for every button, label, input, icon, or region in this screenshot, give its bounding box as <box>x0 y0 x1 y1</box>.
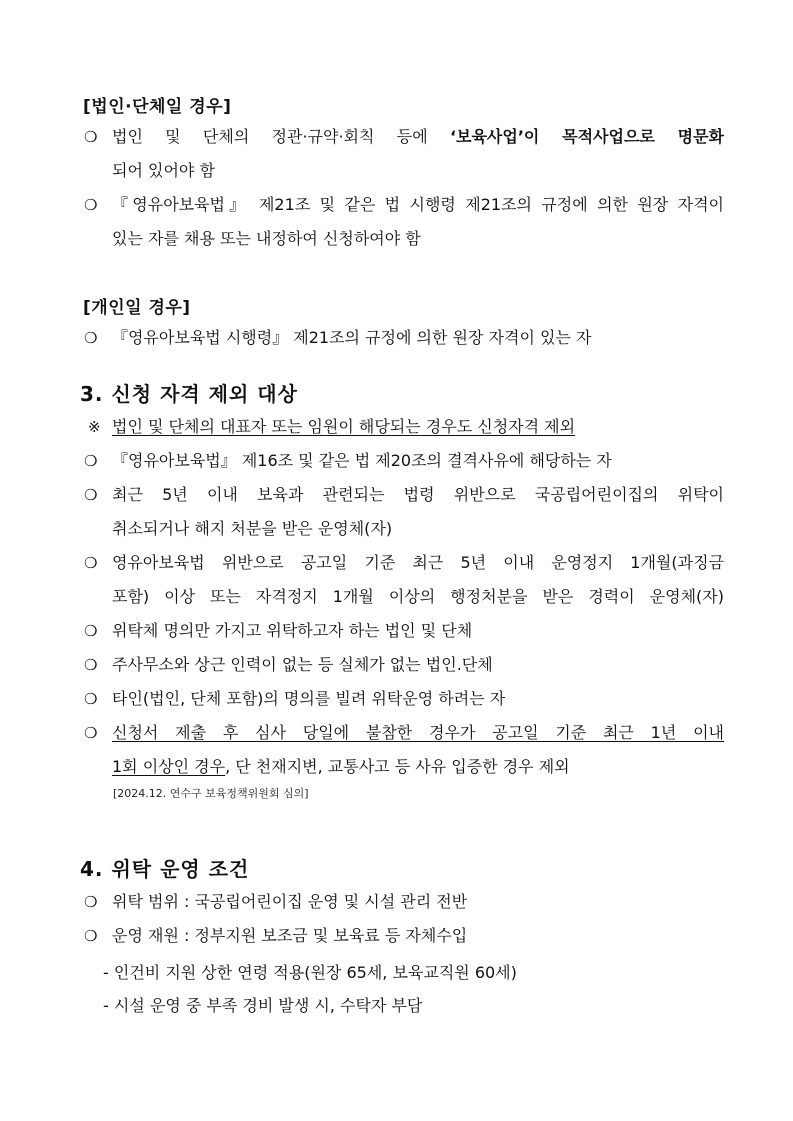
section-3-item-6-text: 타인(법인, 단체 포함)의 명의를 빌려 위탁운영 하려는 자 <box>112 689 506 708</box>
corp-item-1-bold-text: ‘보육사업’이 목적사업으로 명문화 <box>449 127 724 146</box>
circle-bullet-icon: ❍ <box>84 128 98 146</box>
circle-bullet-icon: ❍ <box>84 690 98 708</box>
corp-item-1-text: 법인 및 단체의 정관·규약·회칙 등에 <box>112 127 450 146</box>
section-3-item-1-text: 『영유아보육법』 제16조 및 같은 법 제20조의 결격사유에 해당하는 자 <box>112 451 612 470</box>
circle-bullet-icon: ❍ <box>84 554 98 572</box>
section-3-item-7-line-2 <box>84 750 724 784</box>
reference-mark-icon: ※ <box>88 418 101 436</box>
circle-bullet-icon: ❍ <box>84 927 98 945</box>
section-4-sub-item-1: - 인건비 지원 상한 연령 적용(원장 65세, 보육교직원 60세) <box>103 963 517 982</box>
circle-bullet-icon: ❍ <box>84 486 98 504</box>
corp-item-2 <box>84 188 724 256</box>
corp-item-1-line-2: 되어 있어야 함 <box>112 161 215 180</box>
section-3-item-5-text: 주사무소와 상근 인력이 없는 등 실체가 없는 법인.단체 <box>112 655 493 674</box>
corp-item-2-line-1: 『영유아보육법』 제21조 및 같은 법 시행령 제21조의 규정에 의한 원장 자격이 <box>112 195 724 214</box>
circle-bullet-icon: ❍ <box>84 724 98 742</box>
section-3-item-2-line-2: 취소되거나 해지 처분을 받은 운영체(자) <box>112 519 393 538</box>
section-4-item-1-text: 위탁 범위 : 국공립어린이집 운영 및 시설 관리 전반 <box>112 892 468 911</box>
section-3-item-7-underlined-text: 1회 이상인 경우 <box>112 757 226 776</box>
section-3-note <box>84 410 724 444</box>
section-3-item-7 <box>84 716 724 784</box>
circle-bullet-icon: ❍ <box>84 656 98 674</box>
section-3-item-6 <box>84 682 724 716</box>
section-3-item-2 <box>84 478 724 546</box>
circle-bullet-icon: ❍ <box>84 893 98 911</box>
section-4-item-1 <box>84 885 724 919</box>
section-3-item-2-line-1: 최근 5년 이내 보육과 관련되는 법령 위반으로 국공립어린이집의 위탁이 <box>112 485 724 504</box>
circle-bullet-icon: ❍ <box>84 622 98 640</box>
section-3-title: 3. 신청 자격 제외 대상 <box>80 382 298 406</box>
individual-item-1-text: 『영유아보육법 시행령』 제21조의 규정에 의한 원장 자격이 있는 자 <box>112 328 592 347</box>
section-3-item-4 <box>84 614 724 648</box>
section-3-item-1 <box>84 444 724 478</box>
section-4-sub-item-2: - 시설 운영 중 부족 경비 발생 시, 수탁자 부담 <box>103 996 423 1015</box>
section-3-item-7-line-1: 신청서 제출 후 심사 당일에 불참한 경우가 공고일 기준 최근 1년 이내 <box>112 723 724 742</box>
section-3-item-3-line-2: 포함) 이상 또는 자격정지 1개월 이상의 행정처분을 받은 경력이 운영체(자) <box>112 587 724 606</box>
section-3-item-4-text: 위탁체 명의만 가지고 위탁하고자 하는 법인 및 단체 <box>112 621 473 640</box>
section-3-item-3-line-1: 영유아보육법 위반으로 공고일 기준 최근 5년 이내 운영정지 1개월(과징금 <box>112 553 724 572</box>
corp-heading: [법인·단체일 경우] <box>83 97 232 117</box>
section-4-item-2 <box>84 919 724 953</box>
section-4-title: 4. 위탁 운영 조건 <box>80 857 250 881</box>
individual-heading: [개인일 경우] <box>83 298 191 318</box>
circle-bullet-icon: ❍ <box>84 196 98 214</box>
individual-item-1 <box>84 321 724 355</box>
section-3-note-text: 법인 및 단체의 대표자 또는 임원이 해당되는 경우도 신청자격 제외 <box>112 417 576 436</box>
section-3-source-note: [2024.12. 연수구 보육정책위원회 심의] <box>113 787 309 800</box>
section-3-item-5 <box>84 648 724 682</box>
circle-bullet-icon: ❍ <box>84 452 98 470</box>
circle-bullet-icon: ❍ <box>84 329 98 347</box>
corp-item-1-line-1 <box>84 120 724 154</box>
corp-item-1 <box>84 120 724 188</box>
section-4-item-2-text: 운영 재원 : 정부지원 보조금 및 보육료 등 자체수입 <box>112 926 468 945</box>
section-3-item-3 <box>84 546 724 614</box>
section-3-item-7-rest-text: , 단 천재지변, 교통사고 등 사유 입증한 경우 제외 <box>225 757 570 776</box>
corp-item-2-line-2: 있는 자를 채용 또는 내정하여 신청하여야 함 <box>112 229 421 248</box>
